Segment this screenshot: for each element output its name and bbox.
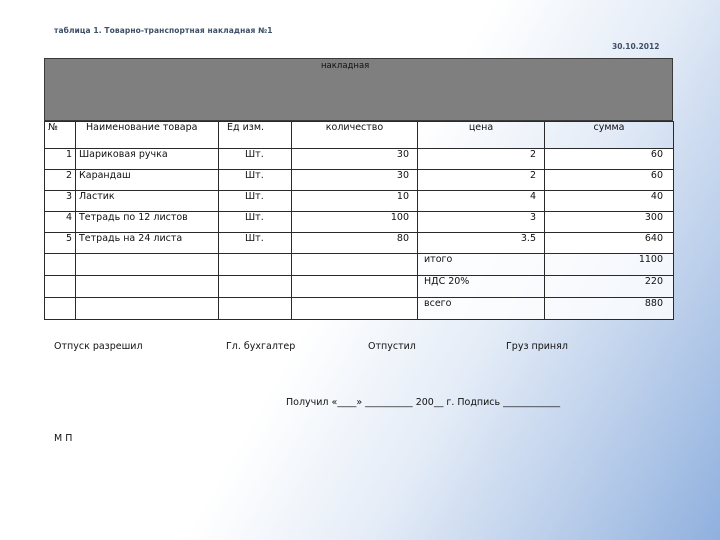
table-row [45,212,674,233]
row-price: 4 [418,191,545,212]
chief-accountant-label: Гл. бухгалтер [226,341,296,352]
row-name: Тетрадь на 24 листа [76,233,219,254]
empty-cell [292,298,418,320]
empty-cell [45,276,76,298]
row-sum: 60 [545,170,674,191]
vat-value: 220 [545,276,674,298]
row-no: 2 [45,170,76,191]
goods-table [44,121,674,320]
total-value: 1100 [545,254,674,276]
invoice-header-label: накладная [321,61,370,71]
empty-cell [45,254,76,276]
table-row [45,233,674,254]
empty-cell [76,298,219,320]
vat-row [45,276,674,298]
empty-cell [76,276,219,298]
empty-cell [45,298,76,320]
row-quantity: 10 [292,191,418,212]
document-date: 30.10.2012 [612,42,660,51]
row-sum: 300 [545,212,674,233]
header-no: № [45,122,76,149]
row-unit: Шт. [219,149,292,170]
row-no: 4 [45,212,76,233]
grand-total-row [45,298,674,320]
row-name: Шариковая ручка [76,149,219,170]
header-price: цена [418,122,545,149]
document-title: таблица 1. Товарно-транспортная накладная №1 [54,26,273,35]
row-name: Ластик [76,191,219,212]
empty-cell [76,254,219,276]
table-header-row [45,122,674,149]
grand-total-label: всего [418,298,545,320]
row-sum: 60 [545,149,674,170]
table-row [45,149,674,170]
row-unit: Шт. [219,191,292,212]
dispatched-label: Отпустил [368,341,416,352]
row-no: 5 [45,233,76,254]
row-sum: 640 [545,233,674,254]
released-by-label: Отпуск разрешил [54,341,143,352]
empty-cell [219,254,292,276]
table-row [45,170,674,191]
row-name: Тетрадь по 12 листов [76,212,219,233]
row-quantity: 30 [292,149,418,170]
empty-cell [292,254,418,276]
header-sum: сумма [545,122,674,149]
row-unit: Шт. [219,212,292,233]
row-price: 2 [418,149,545,170]
header-unit: Ед изм. [219,122,292,149]
empty-cell [292,276,418,298]
total-label: итого [418,254,545,276]
stamp-label: М П [54,433,73,444]
row-unit: Шт. [219,233,292,254]
row-price: 3 [418,212,545,233]
header-quantity: количество [292,122,418,149]
receipt-line: Получил «____» __________ 200__ г. Подпись ____________ [286,397,561,408]
row-price: 3.5 [418,233,545,254]
empty-cell [219,276,292,298]
row-quantity: 30 [292,170,418,191]
received-cargo-label: Груз принял [506,341,568,352]
row-no: 1 [45,149,76,170]
grand-total-value: 880 [545,298,674,320]
invoice-header-band [44,58,673,121]
empty-cell [219,298,292,320]
row-price: 2 [418,170,545,191]
header-name: Наименование товара [76,122,219,149]
table-row [45,191,674,212]
vat-label: НДС 20% [418,276,545,298]
row-unit: Шт. [219,170,292,191]
row-name: Карандаш [76,170,219,191]
row-quantity: 100 [292,212,418,233]
total-row [45,254,674,276]
row-sum: 40 [545,191,674,212]
row-no: 3 [45,191,76,212]
row-quantity: 80 [292,233,418,254]
